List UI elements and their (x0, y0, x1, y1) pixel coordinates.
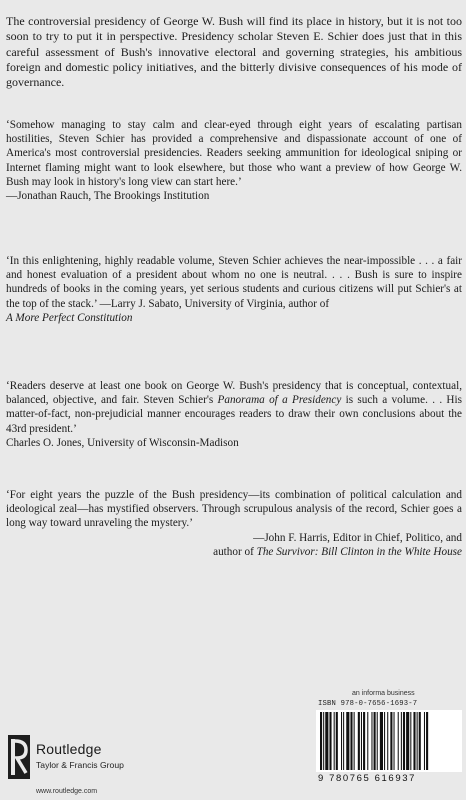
attribution-line-1: —John F. Harris, Editor in Chief, Politico, and (253, 531, 462, 544)
barcode-bar (358, 712, 360, 770)
quote-body-b: is such a volume. . . His matter-of-fact, non-prejudicial manner encourages readers to draw their own conclusions about the 43rd president.’ (6, 394, 462, 435)
quote-attribution: —Jonathan Rauch, The Brookings Institution (6, 190, 210, 203)
quote-sabato (6, 254, 462, 325)
barcode-bar (387, 712, 388, 770)
barcode-bar (413, 712, 415, 770)
book-title: The Survivor: Bill Clinton in the White House (256, 545, 462, 558)
barcode-bar (341, 712, 342, 770)
barcode-graphic (316, 710, 462, 772)
attribution-prefix: author of (213, 545, 257, 558)
barcode-bar (384, 712, 385, 770)
barcode-bar (361, 712, 362, 770)
quote-text: ‘Somehow managing to stay calm and clear-eyed through eight years of escalating partisan hostilities, Steven Schier has provided a comprehensive and dispassionate account of one of America's most controversial presidencies. Readers seeking ammunition for ideological sniping or Internet flaming might want to look elsewhere, but those who want a preview of how George W. Bush may look in history's long view can start here.’ (6, 119, 462, 188)
barcode-bar (334, 712, 335, 770)
barcode-digits: 9 780765 616937 (318, 773, 416, 784)
publisher-url: www.routledge.com (36, 788, 98, 795)
barcode-bar (354, 712, 355, 770)
barcode-bar (343, 712, 344, 770)
quote-rauch (6, 118, 462, 203)
book-title: Panorama of a Presidency (217, 394, 342, 407)
quote-text (6, 379, 462, 436)
isbn-number: ISBN 978-0-7656-1693-7 (318, 700, 418, 708)
barcode-bar (406, 712, 409, 770)
barcode-bar (336, 712, 338, 770)
intro-paragraph: The controversial presidency of George W. Bush will find its place in history, but it is not too soon to try to put it in perspective. Presidency scholar Steven E. Schier does just that in this careful assessment of Bush's innovative electoral and governing strategies, his ambitious foreign and domestic policy initiatives, and the bitterly divisive consequences of his mode of governance. (6, 14, 462, 90)
barcode-bar (417, 712, 418, 770)
barcode-bar (394, 712, 395, 770)
quote-text (6, 254, 462, 311)
publisher-brand: Routledge (36, 741, 102, 757)
isbn-barcode-block (316, 690, 462, 796)
quote-harris (6, 488, 462, 559)
routledge-logo-icon (8, 735, 30, 779)
barcode-bar (329, 712, 331, 770)
publisher-note: an informa business (352, 690, 415, 697)
quote-attribution: —Larry J. Sabato, University of Virginia, author of (99, 297, 330, 310)
barcode-bar (426, 712, 428, 770)
barcode-bar (390, 712, 392, 770)
barcode-bar (419, 712, 421, 770)
barcode-bar (325, 712, 328, 770)
barcode-bar (424, 712, 425, 770)
barcode-bar (374, 712, 376, 770)
publisher-group: Taylor & Francis Group (36, 760, 124, 770)
quote-text: ‘For eight years the puzzle of the Bush presidency—its combination of political calculation and ideological zeal—has mystified observers. Through scrupulous analysis of the record, Schier goes a long way toward unraveling the mystery.’ (6, 489, 462, 530)
barcode-bar (323, 712, 324, 770)
quote-attribution (6, 531, 462, 559)
barcode-bar (320, 712, 322, 770)
book-title: A More Perfect Constitution (6, 311, 133, 324)
barcode-bar (363, 712, 365, 770)
barcode-bar (367, 712, 368, 770)
barcode-bar (350, 712, 352, 770)
barcode-bar (401, 712, 402, 770)
barcode-bar (410, 712, 411, 770)
barcode-bar (346, 712, 349, 770)
barcode-bar (377, 712, 378, 770)
quote-attribution-title (6, 311, 462, 325)
barcode-bar (398, 712, 399, 770)
barcode-bar (403, 712, 405, 770)
quote-body: ‘In this enlightening, highly readable volume, Steven Schier achieves the near-impossible . . . a fair and honest evaluation of a president about whom no one is neutral. . . . Bush is sure to inspire hundreds of books in the coming years, yet serious students and curious citizens will put Schier's at the top of the stack.’ (6, 255, 462, 310)
quote-jones (6, 379, 462, 450)
quote-attribution: Charles O. Jones, University of Wisconsin-Madison (6, 436, 239, 449)
quote-body-a: ‘Readers deserve at least one book on George W. Bush's presidency that is conceptual, contextual, balanced, objective, and fair. Steven Schier's (6, 380, 462, 407)
barcode-bar (371, 712, 372, 770)
attribution-line-2 (6, 545, 462, 559)
barcode (316, 710, 462, 772)
barcode-bar (380, 712, 383, 770)
